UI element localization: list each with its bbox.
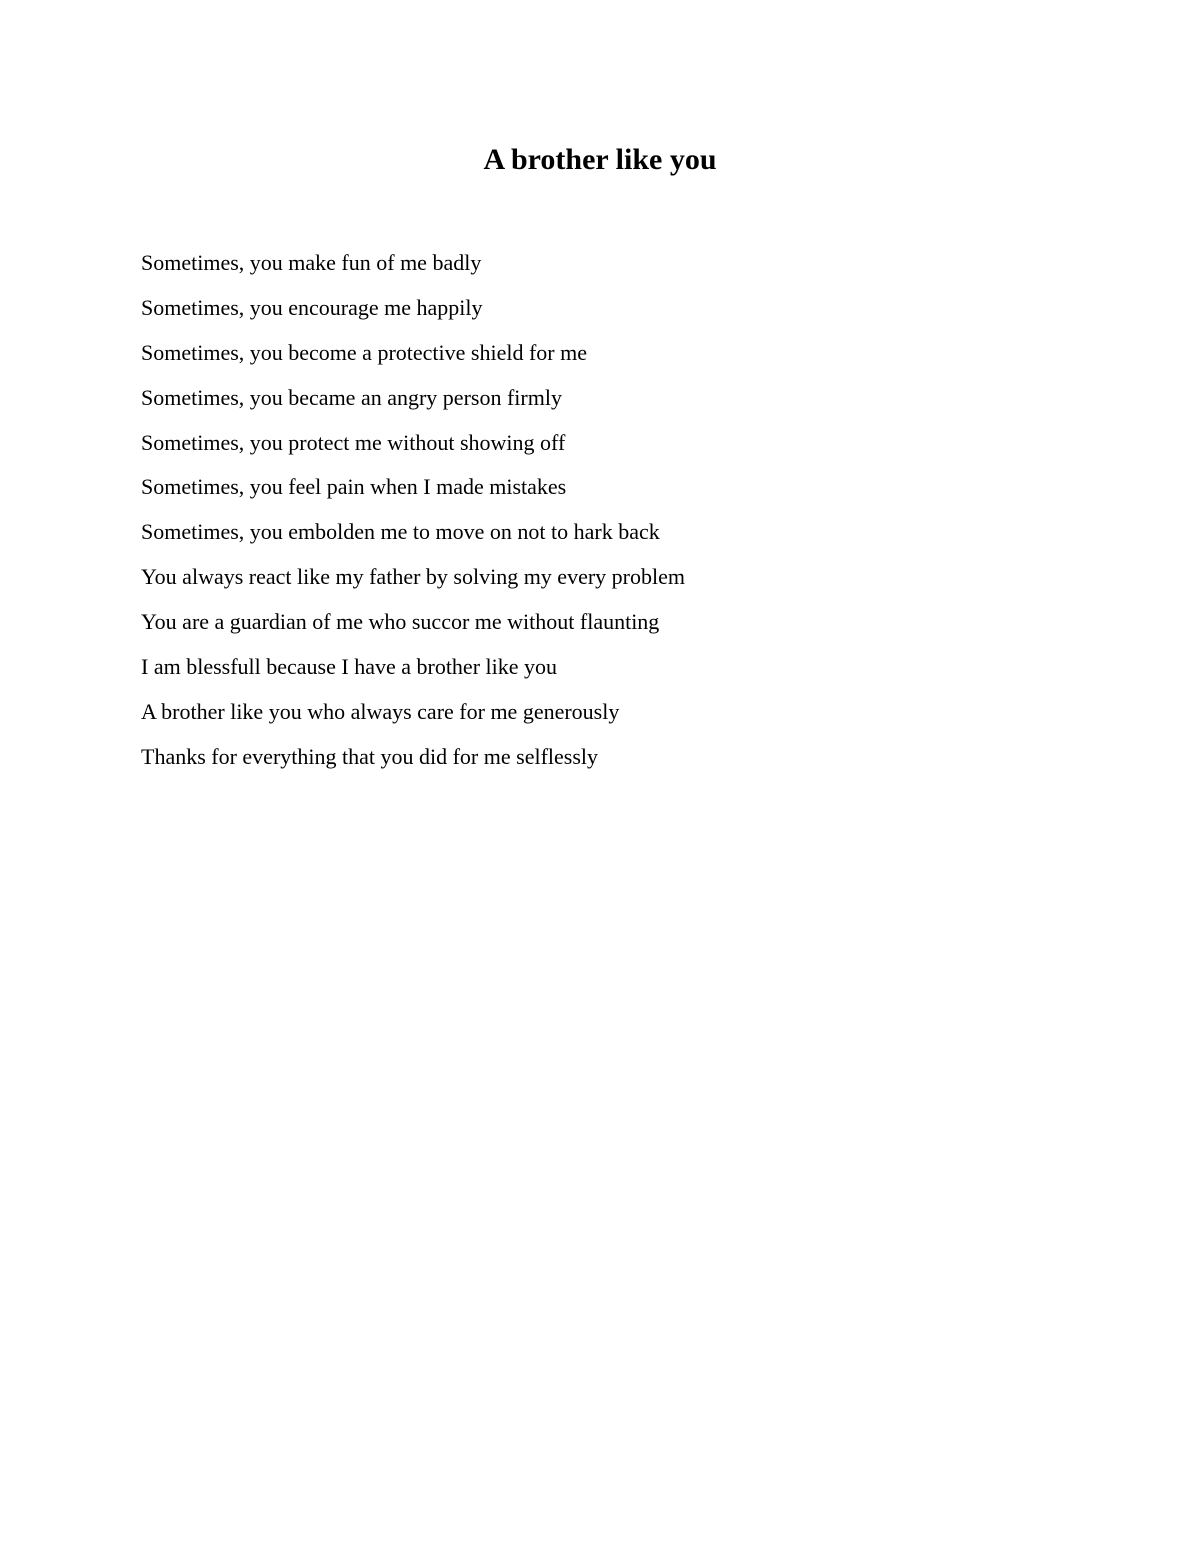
poem-line: Thanks for everything that you did for me selflessly (141, 743, 599, 769)
poem-title: A brother like you (483, 143, 717, 176)
poem-body (141, 248, 685, 787)
poem-line: You always react like my father by solving my every problem (141, 564, 685, 590)
poem-line: Sometimes, you feel pain when I made mistakes (141, 474, 567, 500)
poem-line: Sometimes, you become a protective shield for me (141, 339, 587, 365)
poem-line: I am blessfull because I have a brother like you (141, 654, 558, 680)
poem-line: You are a guardian of me who succor me without flaunting (141, 609, 660, 635)
poem-line: A brother like you who always care for me generously (141, 698, 620, 724)
poem-line: Sometimes, you embolden me to move on not to hark back (141, 519, 660, 545)
poem-line: Sometimes, you became an angry person firmly (141, 384, 562, 410)
poem-line: Sometimes, you protect me without showing off (141, 429, 566, 455)
poem-line: Sometimes, you make fun of me badly (141, 250, 482, 275)
poem-line: Sometimes, you encourage me happily (141, 294, 483, 320)
